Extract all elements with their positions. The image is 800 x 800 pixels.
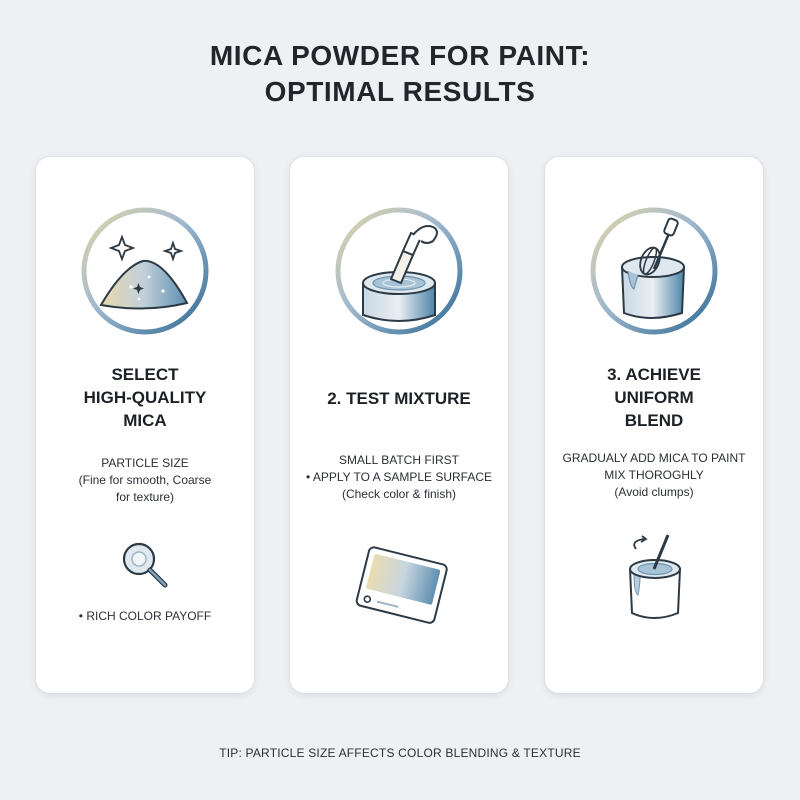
step-heading: 3. ACHIEVE UNIFORM BLEND bbox=[607, 365, 701, 430]
page-title-line-2: OPTIMAL RESULTS bbox=[264, 76, 536, 107]
tip-text: TIP: PARTICLE SIZE AFFECTS COLOR BLENDING & TEXTURE bbox=[219, 746, 581, 760]
page-title-line-1: MICA POWDER FOR PAINT: bbox=[209, 40, 591, 71]
step-heading: 2. TEST MIXTURE bbox=[327, 389, 471, 408]
whisk-in-paint-can-icon bbox=[588, 205, 720, 337]
step-body: GRADUALY ADD MICA TO PAINT MIX THOROGHLY (Avoid clumps) bbox=[562, 451, 746, 499]
stirring-paint-can-icon bbox=[604, 527, 704, 627]
brush-in-paint-can-icon bbox=[333, 205, 465, 337]
color-swatch-card-icon bbox=[351, 543, 451, 633]
step-card-select-mica bbox=[36, 157, 254, 693]
step-card-test-mixture bbox=[290, 157, 508, 693]
step-card-achieve-blend bbox=[545, 157, 763, 693]
step-body: PARTICLE SIZE (Fine for smooth, Coarse for texture) bbox=[78, 456, 212, 504]
step-heading: SELECT HIGH-QUALITY MICA bbox=[83, 365, 207, 430]
magnifier-icon bbox=[115, 535, 175, 595]
step-bullet: • RICH COLOR PAYOFF bbox=[78, 609, 212, 623]
mica-powder-pile-icon bbox=[79, 205, 211, 337]
page-title bbox=[0, 38, 800, 110]
step-body: SMALL BATCH FIRST • APPLY TO A SAMPLE SURFACE (Check color & finish) bbox=[305, 453, 493, 501]
